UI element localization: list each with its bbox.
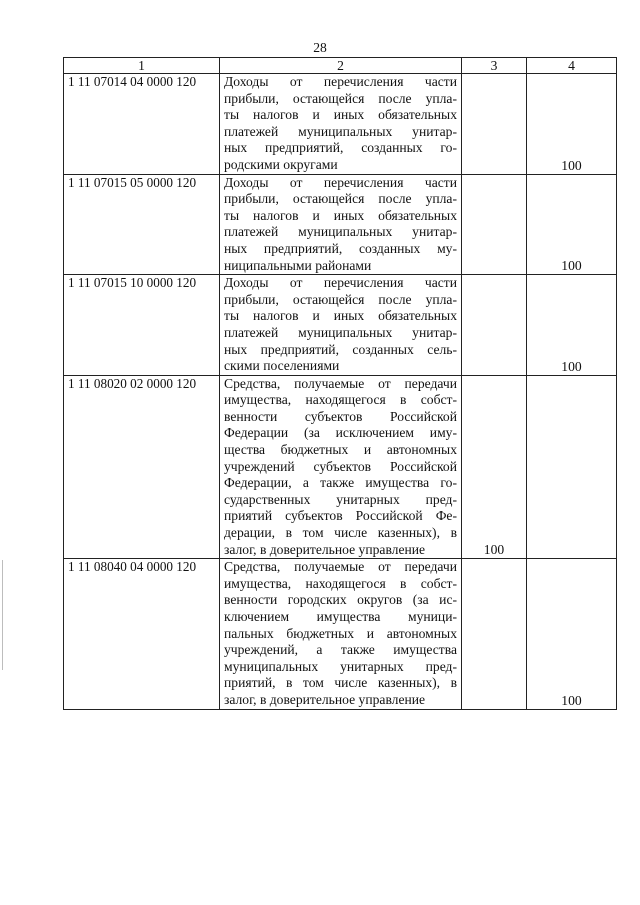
description-line: сударственных унитарных пред- xyxy=(224,491,457,507)
row-col4-value xyxy=(527,375,617,559)
description-line: ных предприятий, созданных му- xyxy=(224,240,457,256)
row-col3-value xyxy=(462,174,527,275)
description-line: Доходы от перечисления части xyxy=(224,174,457,190)
row-col4-value: 100 xyxy=(527,74,617,175)
description-line: имущества, находящегося в собст- xyxy=(224,575,457,591)
description-line: муниципальных унитарных пред- xyxy=(224,658,457,674)
description-line: залог, в доверительное управление xyxy=(224,541,426,557)
row-col4-value: 100 xyxy=(527,174,617,275)
description-line: ниципальными районами xyxy=(224,257,372,273)
description-line: прибыли, остающейся после упла- xyxy=(224,191,457,207)
row-code: 1 11 07015 10 0000 120 xyxy=(64,275,220,376)
description-line: учреждений, а также имущества xyxy=(224,642,457,658)
description-line: Доходы от перечисления части xyxy=(224,275,457,291)
description-line: приятий, в том числе казенных), в xyxy=(224,675,457,691)
table-row xyxy=(64,375,617,559)
scan-margin-line xyxy=(2,560,3,670)
row-code: 1 11 07014 04 0000 120 xyxy=(64,74,220,175)
row-code: 1 11 08020 02 0000 120 xyxy=(64,375,220,559)
description-line: Средства, получаемые от передачи xyxy=(224,559,457,575)
description-line: пальных бюджетных и автономных xyxy=(224,625,457,641)
row-code: 1 11 07015 05 0000 120 xyxy=(64,174,220,275)
table-header-row xyxy=(64,58,617,74)
column-header-3: 3 xyxy=(462,58,527,74)
table-row xyxy=(64,174,617,275)
row-col4-value: 100 xyxy=(527,559,617,709)
description-line: венности субъектов Российской xyxy=(224,408,457,424)
row-col3-value xyxy=(462,74,527,175)
description-line: Средства, получаемые от передачи xyxy=(224,375,457,391)
row-col3-value xyxy=(462,275,527,376)
description-line: ных предприятий, созданных го- xyxy=(224,140,457,156)
column-header-2: 2 xyxy=(220,58,462,74)
description-line: щества бюджетных и автономных xyxy=(224,442,457,458)
description-line: платежей муниципальных унитар- xyxy=(224,224,457,240)
description-line: венности городских округов (за ис- xyxy=(224,592,457,608)
column-header-4: 4 xyxy=(527,58,617,74)
row-description xyxy=(220,559,462,709)
description-line: ты налогов и иных обязательных xyxy=(224,207,457,223)
page-number: 28 xyxy=(313,40,327,55)
table-row xyxy=(64,559,617,709)
row-description xyxy=(220,74,462,175)
column-header-1: 1 xyxy=(64,58,220,74)
description-line: прибыли, остающейся после упла- xyxy=(224,291,457,307)
row-description xyxy=(220,375,462,559)
row-description xyxy=(220,275,462,376)
row-col3-value xyxy=(462,559,527,709)
table-row xyxy=(64,275,617,376)
description-line: скими поселениями xyxy=(224,358,340,374)
budget-classification-table xyxy=(63,57,617,710)
description-line: имущества, находящегося в собст- xyxy=(224,392,457,408)
table-row xyxy=(64,74,617,175)
description-line: Федерации, а также имущества го- xyxy=(224,475,457,491)
row-code: 1 11 08040 04 0000 120 xyxy=(64,559,220,709)
description-line: дерации, в том числе казенных), в xyxy=(224,525,457,541)
description-line: Доходы от перечисления части xyxy=(224,74,457,89)
description-line: залог, в доверительное управление xyxy=(224,691,426,707)
description-line: платежей муниципальных унитар- xyxy=(224,324,457,340)
description-line: учреждений субъектов Российской xyxy=(224,458,457,474)
description-line: приятий субъектов Российской Фе- xyxy=(224,508,457,524)
description-line: прибыли, остающейся после упла- xyxy=(224,90,457,106)
row-col3-value: 100 xyxy=(462,375,527,559)
row-col4-value: 100 xyxy=(527,275,617,376)
description-line: ты налогов и иных обязательных xyxy=(224,308,457,324)
row-description xyxy=(220,174,462,275)
description-line: ных предприятий, созданных сель- xyxy=(224,341,457,357)
description-line: ты налогов и иных обязательных xyxy=(224,107,457,123)
description-line: платежей муниципальных унитар- xyxy=(224,123,457,139)
description-line: ключением имущества муници- xyxy=(224,609,457,624)
description-line: Федерации (за исключением иму- xyxy=(224,425,457,441)
description-line: родскими округами xyxy=(224,156,338,172)
